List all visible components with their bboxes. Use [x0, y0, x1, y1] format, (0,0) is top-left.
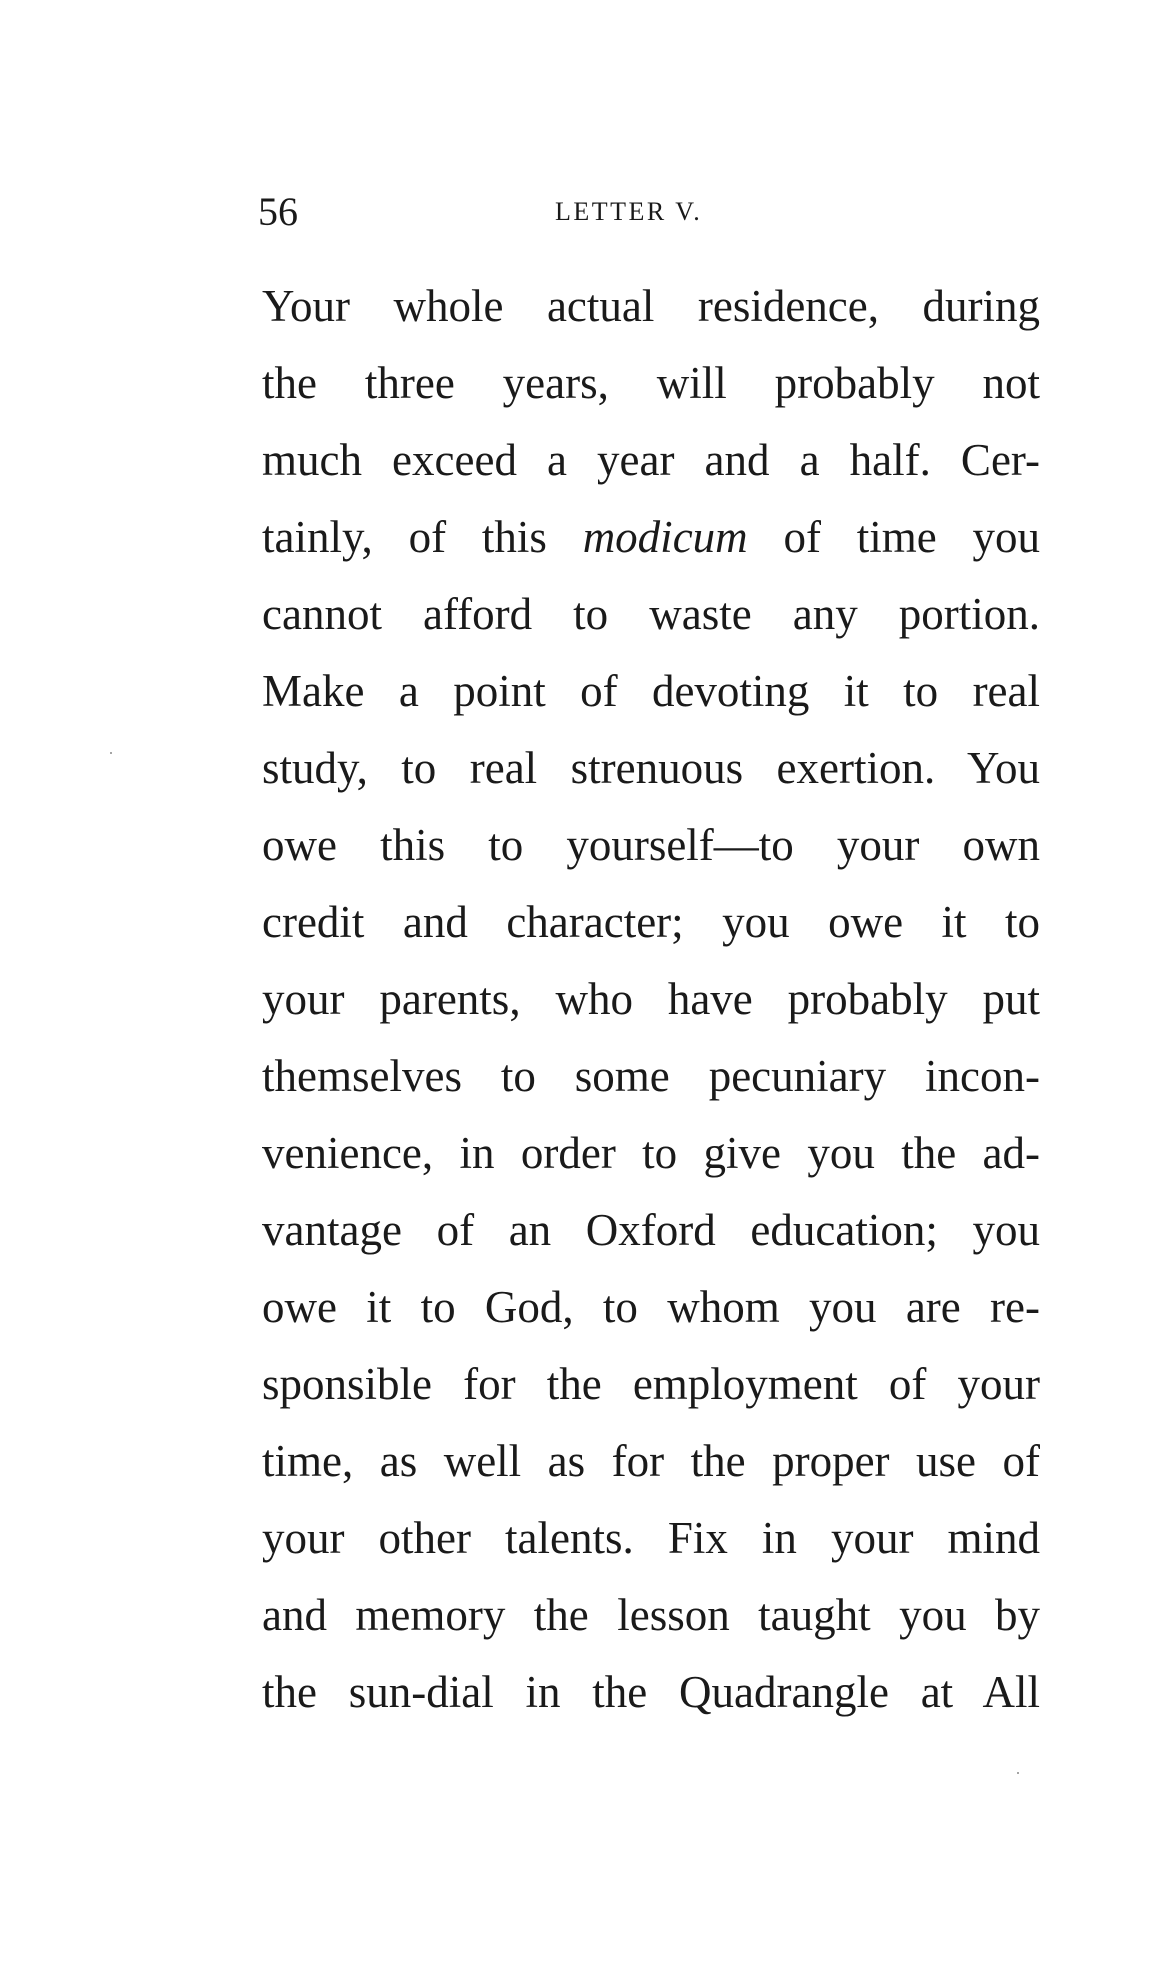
text-line: owe it to God, to whom you are re-: [262, 1282, 1040, 1332]
page-header: [258, 182, 1038, 242]
text-line: sponsible for the employment of your: [262, 1359, 1040, 1409]
text-line: [262, 499, 1040, 576]
paper-speck: [110, 752, 112, 754]
text-segment: tainly, of this: [262, 512, 583, 562]
text-line: your other talents. Fix in your mind: [262, 1513, 1040, 1563]
paper-speck: [1017, 1772, 1019, 1774]
text-line: themselves to some pecuniary incon-: [262, 1051, 1040, 1101]
text-line: the sun-dial in the Quadrangle at All: [262, 1667, 1040, 1717]
text-line: venience, in order to give you the ad-: [262, 1128, 1040, 1178]
text-line: your parents, who have probably put: [262, 974, 1040, 1024]
text-line: credit and character; you owe it to: [262, 897, 1040, 947]
text-line: cannot afford to waste any portion.: [262, 589, 1040, 639]
text-line: time, as well as for the proper use of: [262, 1436, 1040, 1486]
text-line: Make a point of devoting it to real: [262, 666, 1040, 716]
text-line: vantage of an Oxford education; you: [262, 1205, 1040, 1255]
body-text: [262, 268, 1040, 1731]
text-line: owe this to yourself—to your own: [262, 820, 1040, 870]
italic-word: modicum: [582, 512, 748, 562]
text-segment: of time you: [747, 512, 1041, 562]
text-line: study, to real strenuous exertion. You: [262, 743, 1040, 793]
page-number: 56: [258, 189, 298, 234]
text-line: and memory the lesson taught you by: [262, 1590, 1040, 1640]
text-line: Your whole actual residence, during: [262, 281, 1040, 331]
text-line: much exceed a year and a half. Cer-: [262, 435, 1040, 485]
text-line: the three years, will probably not: [262, 358, 1040, 408]
running-head: LETTER V.: [555, 197, 703, 226]
